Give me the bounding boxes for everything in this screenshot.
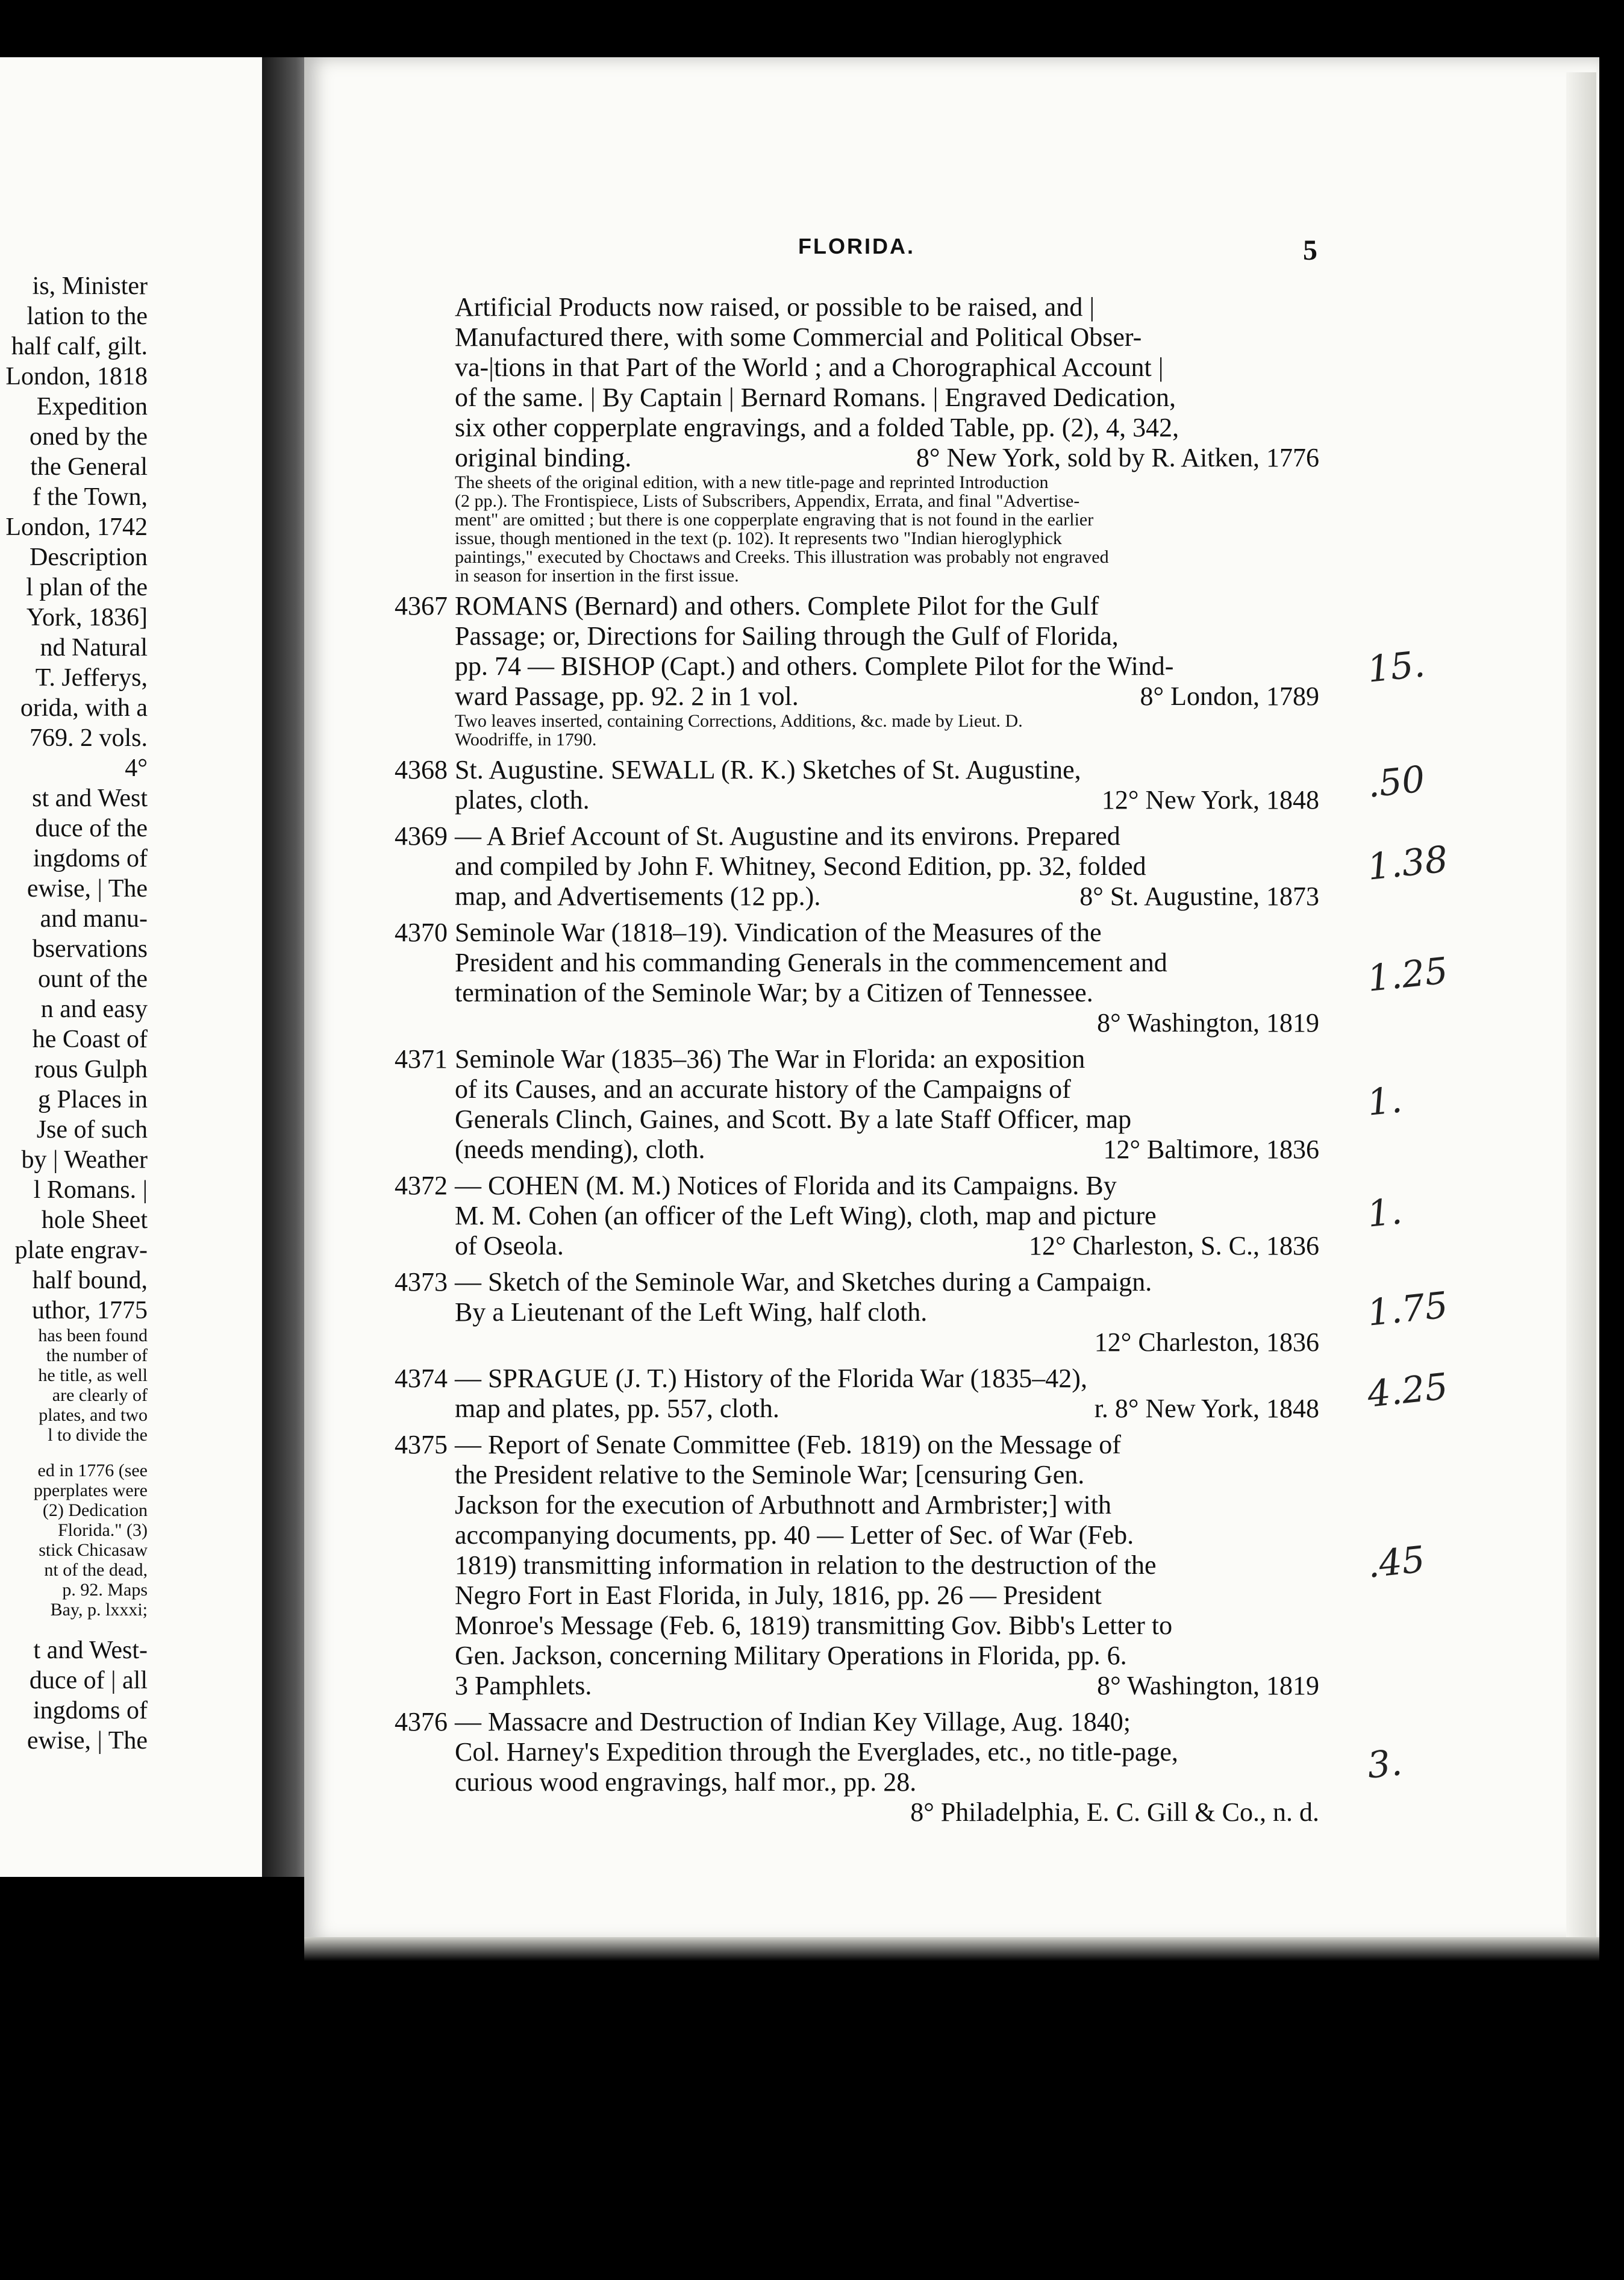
- facing-line: g Places in: [38, 1086, 148, 1113]
- entry-note: in season for insertion in the first issue.: [455, 566, 739, 586]
- facing-line: uthor, 1775: [32, 1297, 148, 1324]
- facing-line: rous Gulph: [34, 1056, 148, 1083]
- entry-note: paintings," executed by Choctaws and Creeks. This illustration was probably not engraved: [455, 547, 1109, 567]
- entry-imprint: 8° Philadelphia, E. C. Gill & Co., n. d.: [910, 1797, 1319, 1827]
- entry-note: Two leaves inserted, containing Corrections, Additions, &c. made by Lieut. D.: [455, 711, 1023, 731]
- facing-line: hole Sheet: [41, 1206, 148, 1234]
- entry-text: termination of the Seminole War; by a Citizen of Tennessee.: [455, 978, 1093, 1007]
- entry-line: [455, 851, 1319, 882]
- entry-imprint: 12° Charleston, 1836: [1094, 1327, 1319, 1357]
- facing-note-line: has been found: [38, 1326, 148, 1345]
- entry-description: of Oseola.: [455, 1231, 564, 1261]
- facing-note-line: nt of the dead,: [44, 1560, 148, 1580]
- entry-line: [395, 918, 1319, 948]
- facing-line: T. Jefferys,: [35, 664, 148, 692]
- entry-line: of the same. | By Captain | Bernard Romans. | Engraved Dedication,: [455, 383, 1176, 412]
- catalogue-entry: [395, 755, 1319, 815]
- catalogue-entry: [395, 1171, 1319, 1261]
- facing-line: London, 1818: [5, 363, 148, 390]
- handwritten-price: 1.: [1365, 1079, 1404, 1124]
- entry-number: 4374: [395, 1364, 448, 1393]
- entry-text: Jackson for the execution of Arbuthnott and Armbrister;] with: [455, 1490, 1111, 1520]
- entry-line: [455, 882, 1319, 912]
- entry-text: Generals Clinch, Gaines, and Scott. By a late Staff Officer, map: [455, 1104, 1132, 1134]
- facing-note-line: l to divide the: [48, 1425, 148, 1445]
- page-bottom-edge: [304, 1937, 1599, 1961]
- facing-line: t and West-: [33, 1636, 148, 1664]
- handwritten-price: 1.38: [1365, 838, 1450, 889]
- entry-description: 3 Pamphlets.: [455, 1671, 592, 1700]
- facing-note-line: plates, and two: [39, 1405, 148, 1425]
- entry-text: of its Causes, and an accurate history of the Campaigns of: [455, 1074, 1071, 1104]
- entry-text: — Massacre and Destruction of Indian Key Village, Aug. 1840;: [455, 1707, 1131, 1737]
- page-edge: [1566, 72, 1596, 1940]
- entry-text: and compiled by John F. Whitney, Second Edition, pp. 32, folded: [455, 851, 1146, 881]
- facing-line: duce of the: [35, 815, 148, 842]
- facing-line: ewise, | The: [27, 875, 148, 903]
- entry-number: 4368: [395, 755, 448, 785]
- facing-line: l Romans. |: [33, 1176, 148, 1204]
- entry-text: accompanying documents, pp. 40 — Letter of Sec. of War (Feb.: [455, 1520, 1134, 1550]
- entry-number: 4367: [395, 591, 448, 621]
- entry-imprint: 8° Washington, 1819: [1097, 1008, 1319, 1038]
- entry-number: 4375: [395, 1430, 448, 1459]
- entry-line: [395, 1430, 1319, 1460]
- entry-line: [455, 1394, 1319, 1424]
- entry-text: Col. Harney's Expedition through the Everglades, etc., no title-page,: [455, 1737, 1178, 1767]
- entry-line: Manufactured there, with some Commercial and Political Obser-: [455, 322, 1142, 352]
- entry-line: [455, 948, 1319, 978]
- catalogue-entry: [395, 1430, 1319, 1701]
- handwritten-price: 3.: [1365, 1741, 1404, 1787]
- entry-text: pp. 74 — BISHOP (Capt.) and others. Complete Pilot for the Wind-: [455, 651, 1174, 681]
- catalogue-entries: [395, 292, 1319, 1827]
- facing-note-line: Bay, p. lxxxi;: [50, 1600, 148, 1620]
- facing-line: half bound,: [32, 1267, 148, 1294]
- entry-line: [455, 1231, 1319, 1261]
- entry-note: Woodriffe, in 1790.: [455, 730, 597, 750]
- facing-line: Description: [30, 543, 148, 571]
- entry-imprint: 8° Washington, 1819: [1097, 1671, 1319, 1700]
- entry-number: 4369: [395, 821, 448, 851]
- entry-note: issue, though mentioned in the text (p. 102). It represents two "Indian hieroglyphick: [455, 528, 1062, 548]
- entry-number: 4372: [395, 1171, 448, 1200]
- entry-line: [395, 591, 1319, 621]
- entry-line: [395, 1707, 1319, 1737]
- entry-number: 4370: [395, 918, 448, 947]
- entry-line: [455, 1671, 1319, 1701]
- facing-line: nd Natural: [40, 634, 148, 662]
- entry-line: [455, 1074, 1319, 1104]
- facing-line: 769. 2 vols.: [29, 724, 148, 752]
- entry-text: 1819) transmitting information in relation to the destruction of the: [455, 1550, 1157, 1580]
- entry-text: — SPRAGUE (J. T.) History of the Florida War (1835–42),: [455, 1364, 1087, 1393]
- entry-line: [455, 1104, 1319, 1135]
- catalogue-entry: [395, 918, 1319, 1038]
- entry-imprint: r. 8° New York, 1848: [1094, 1394, 1319, 1423]
- facing-line: orida, with a: [20, 694, 148, 722]
- facing-line: York, 1836]: [26, 604, 148, 631]
- facing-line: and manu-: [40, 905, 148, 933]
- entry-text: — Report of Senate Committee (Feb. 1819) on the Message of: [455, 1430, 1121, 1459]
- handwritten-price: .45: [1365, 1538, 1427, 1586]
- facing-page: [0, 57, 262, 1877]
- entry-imprint: 8° St. Augustine, 1873: [1079, 882, 1319, 911]
- facing-line: Expedition: [36, 393, 148, 421]
- facing-line: London, 1742: [5, 513, 148, 541]
- entry-line: Artificial Products now raised, or possible to be raised, and |: [455, 292, 1095, 322]
- facing-line: 4°: [125, 754, 148, 782]
- facing-line: ingdoms of: [33, 845, 148, 872]
- running-head: FLORIDA.: [798, 234, 915, 258]
- entry-line: [395, 821, 1319, 851]
- facing-line: Jse of such: [36, 1116, 148, 1144]
- facing-note-line: the number of: [46, 1345, 148, 1365]
- entry-description: ward Passage, pp. 92. 2 in 1 vol.: [455, 681, 799, 711]
- page-number: 5: [1303, 234, 1317, 266]
- entry-line: [455, 978, 1319, 1008]
- entry-line: [395, 1044, 1319, 1074]
- entry-imprint: 12° New York, 1848: [1101, 785, 1319, 815]
- entry-description: plates, cloth.: [455, 785, 590, 815]
- facing-line: n and easy: [40, 995, 148, 1023]
- entry-text: St. Augustine. SEWALL (R. K.) Sketches of St. Augustine,: [455, 755, 1081, 785]
- entry-text: — COHEN (M. M.) Notices of Florida and its Campaigns. By: [455, 1171, 1117, 1200]
- entry-line: [455, 1201, 1319, 1231]
- entry-line: [455, 1550, 1319, 1580]
- facing-line: st and West: [32, 785, 148, 812]
- entry-note: (2 pp.). The Frontispiece, Lists of Subscribers, Appendix, Errata, and final "Advertise-: [455, 491, 1080, 511]
- entry-text: Gen. Jackson, concerning Military Operations in Florida, pp. 6.: [455, 1641, 1127, 1670]
- entry-text: Seminole War (1835–36) The War in Florida: an exposition: [455, 1044, 1085, 1074]
- facing-note-line: ed in 1776 (see: [37, 1461, 148, 1480]
- facing-line: lation to the: [27, 302, 148, 330]
- entry-text: By a Lieutenant of the Left Wing, half cloth.: [455, 1297, 928, 1327]
- handwritten-price: 4.25: [1365, 1365, 1450, 1416]
- entry-line: [455, 1641, 1319, 1671]
- entry-line: [455, 1737, 1319, 1767]
- facing-line: plate engrav-: [14, 1236, 148, 1264]
- entry-line: va-|tions in that Part of the World ; and a Chorographical Account |: [455, 352, 1164, 382]
- facing-page-text: [0, 271, 148, 1756]
- catalogue-entry: [395, 1364, 1319, 1424]
- facing-line: l plan of the: [26, 574, 148, 601]
- entry-text: — Sketch of the Seminole War, and Sketches during a Campaign.: [455, 1267, 1152, 1297]
- entry-description: (needs mending), cloth.: [455, 1135, 705, 1164]
- entry-imprint: 8° New York, sold by R. Aitken, 1776: [916, 443, 1319, 472]
- facing-note-line: stick Chicasaw: [39, 1540, 148, 1560]
- facing-note-line: Florida." (3): [58, 1520, 148, 1540]
- entry-note: The sheets of the original edition, with a new title-page and reprinted Introduction: [455, 472, 1049, 492]
- entry-line: six other copperplate engravings, and a folded Table, pp. (2), 4, 342,: [455, 413, 1179, 442]
- entry-line: [455, 1580, 1319, 1611]
- entry-number: 4376: [395, 1707, 448, 1737]
- catalogue-entry: [395, 591, 1319, 750]
- entry-line: [395, 1364, 1319, 1394]
- facing-line: oned by the: [30, 423, 148, 451]
- facing-line: he Coast of: [32, 1026, 148, 1053]
- entry-text: M. M. Cohen (an officer of the Left Wing), cloth, map and picture: [455, 1201, 1157, 1230]
- facing-line: half calf, gilt.: [11, 333, 148, 360]
- facing-line: the General: [30, 453, 148, 481]
- facing-note-line: he title, as well: [38, 1365, 148, 1385]
- entry-line: [455, 1297, 1319, 1327]
- entry-line: [455, 681, 1319, 712]
- entry-line: [395, 1267, 1319, 1297]
- entry-imprint: 8° London, 1789: [1140, 681, 1319, 711]
- entry-text: the President relative to the Seminole War; [censuring Gen.: [455, 1460, 1085, 1489]
- entry-line: [455, 1490, 1319, 1520]
- entry-text: ROMANS (Bernard) and others. Complete Pilot for the Gulf: [455, 591, 1099, 621]
- entry-imprint: 12° Charleston, S. C., 1836: [1028, 1231, 1319, 1261]
- entry-line: [455, 1135, 1319, 1165]
- catalogue-entry: [395, 1267, 1319, 1358]
- entry-number: 4371: [395, 1044, 448, 1074]
- entry-text: curious wood engravings, half mor., pp. 28.: [455, 1767, 917, 1797]
- facing-line: bservations: [32, 935, 148, 963]
- handwritten-price: .50: [1365, 758, 1427, 806]
- catalogue-entry: [395, 1707, 1319, 1827]
- facing-line: f the Town,: [32, 483, 148, 511]
- entry-line: [455, 1327, 1319, 1358]
- entry-line: [455, 1797, 1319, 1827]
- entry-line: [455, 1611, 1319, 1641]
- handwritten-price: 15.: [1365, 643, 1427, 691]
- book-gutter: [262, 57, 310, 1877]
- facing-line: ewise, | The: [27, 1727, 148, 1755]
- facing-note-line: (2) Dedication: [42, 1500, 148, 1520]
- entry-line: [395, 1171, 1319, 1201]
- facing-line: duce of | all: [29, 1667, 148, 1694]
- facing-line: by | Weather: [21, 1146, 148, 1174]
- entry-text: President and his commanding Generals in the commencement and: [455, 948, 1167, 977]
- entry-line: [455, 785, 1319, 815]
- entry-line: [455, 651, 1319, 681]
- entry-text: — A Brief Account of St. Augustine and its environs. Prepared: [455, 821, 1120, 851]
- facing-note-line: p. 92. Maps: [62, 1580, 148, 1600]
- entry-number: 4373: [395, 1267, 448, 1297]
- entry-note: ment" are omitted ; but there is one copperplate engraving that is not found in the earlier: [455, 510, 1094, 530]
- handwritten-price: 1.25: [1365, 950, 1450, 1000]
- entry-description: original binding.: [455, 443, 632, 472]
- entry-line: [455, 621, 1319, 651]
- catalogue-entry: [395, 1044, 1319, 1165]
- entry-line: [455, 1767, 1319, 1797]
- entry-description: map and plates, pp. 557, cloth.: [455, 1394, 779, 1423]
- facing-line: ount of the: [38, 965, 148, 993]
- catalogue-entry: [395, 821, 1319, 912]
- facing-line: is, Minister: [32, 272, 148, 300]
- entry-line: [455, 1460, 1319, 1490]
- entry-text: Negro Fort in East Florida, in July, 1816, pp. 26 — President: [455, 1580, 1102, 1610]
- handwritten-price: 1.: [1365, 1190, 1404, 1236]
- facing-note-line: are clearly of: [52, 1385, 148, 1405]
- facing-line: ingdoms of: [33, 1697, 148, 1724]
- entry-text: Seminole War (1818–19). Vindication of the Measures of the: [455, 918, 1102, 947]
- entry-imprint: 12° Baltimore, 1836: [1103, 1135, 1319, 1164]
- entry-line: [395, 755, 1319, 785]
- entry-description: map, and Advertisements (12 pp.).: [455, 882, 821, 911]
- entry-line: [455, 1520, 1319, 1550]
- entry-line: [455, 443, 1319, 473]
- entry-line: [455, 1008, 1319, 1038]
- handwritten-price: 1.75: [1365, 1284, 1450, 1335]
- entry-text: Passage; or, Directions for Sailing through the Gulf of Florida,: [455, 621, 1119, 651]
- entry-text: Monroe's Message (Feb. 6, 1819) transmitting Gov. Bibb's Letter to: [455, 1611, 1173, 1640]
- facing-note-line: pperplates were: [33, 1480, 148, 1500]
